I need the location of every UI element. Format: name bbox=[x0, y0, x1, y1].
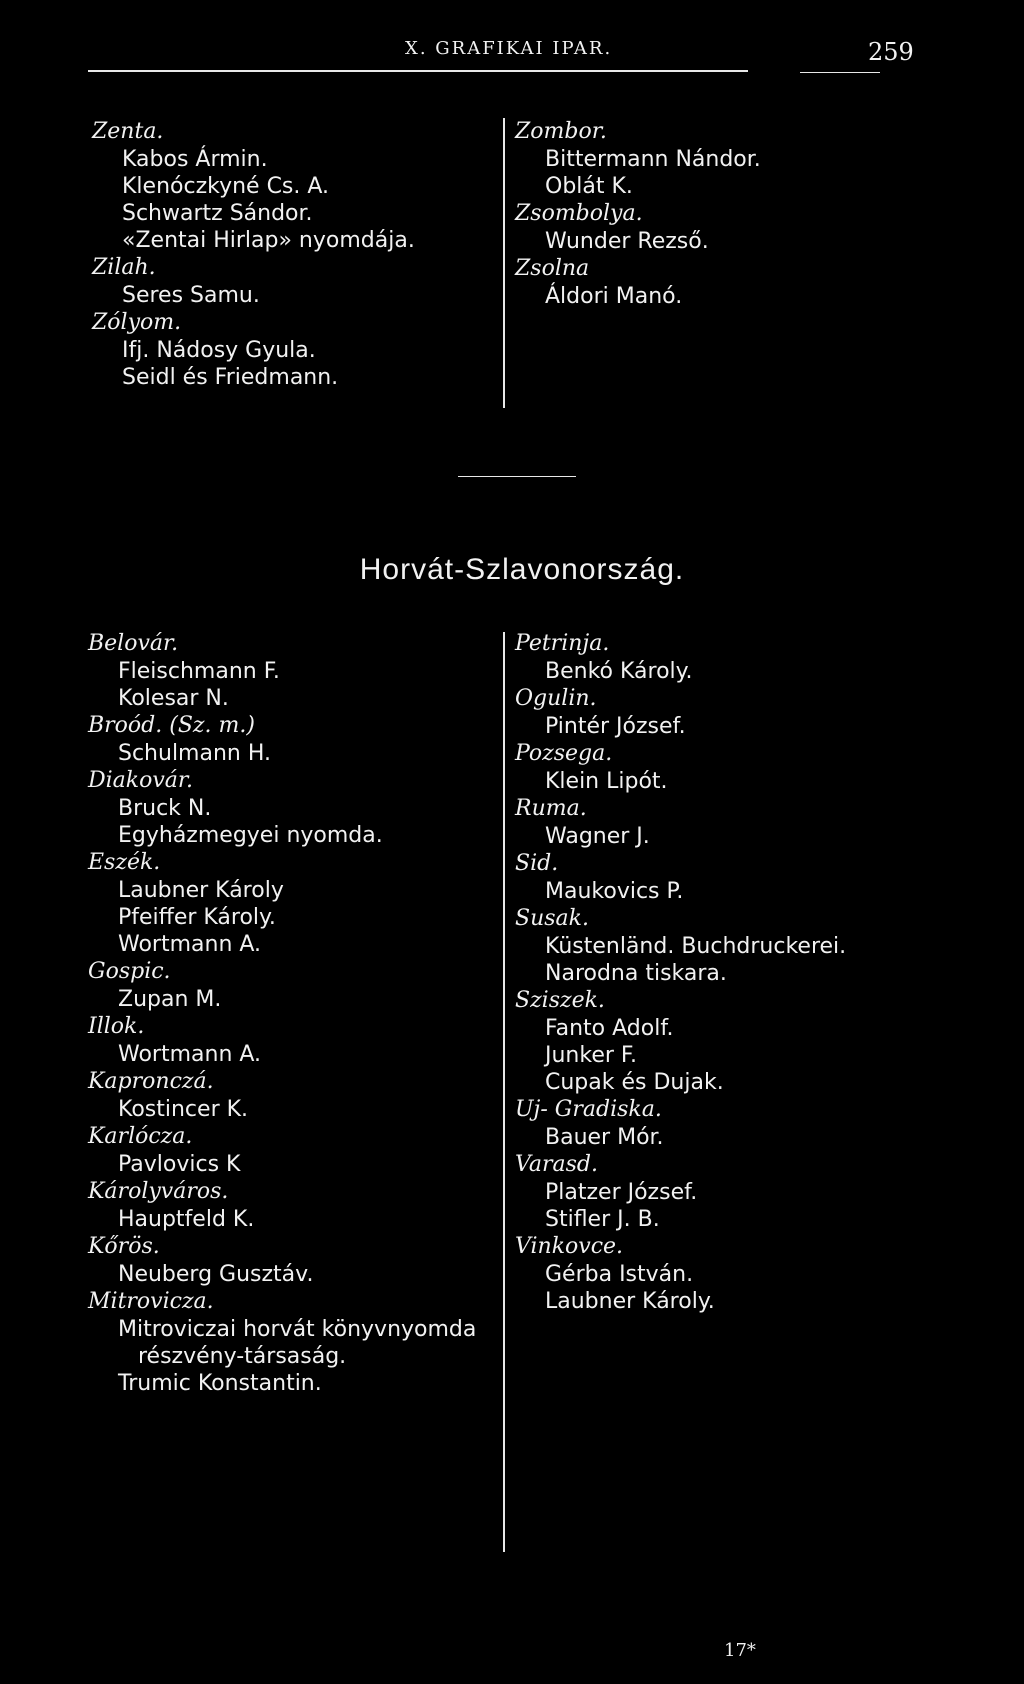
town-name: Eszék. bbox=[88, 850, 161, 875]
town-name: Károlyváros. bbox=[88, 1179, 229, 1204]
bottom-right-column bbox=[515, 630, 915, 1315]
bottom-left-column bbox=[88, 630, 493, 1397]
printer-name: Narodna tiskara. bbox=[545, 961, 727, 986]
printer-name: Pavlovics K bbox=[118, 1152, 241, 1177]
town-name: Pozsega. bbox=[515, 741, 613, 766]
town-name: Kőrös. bbox=[88, 1234, 160, 1259]
printer-name: «Zentai Hirlap» nyomdája. bbox=[122, 228, 415, 253]
town-name: Diakovár. bbox=[88, 768, 194, 793]
directory-entry bbox=[92, 118, 492, 254]
header-rule-short bbox=[800, 72, 880, 73]
town-name: Zenta. bbox=[92, 119, 164, 144]
directory-entry bbox=[515, 905, 915, 987]
printer-name: Bittermann Nándor. bbox=[545, 147, 761, 172]
printer-name: Kostincer K. bbox=[118, 1097, 249, 1122]
directory-entry bbox=[515, 987, 915, 1096]
printer-name: részvény-társaság. bbox=[138, 1344, 347, 1369]
printer-name: Schulmann H. bbox=[118, 741, 272, 766]
town-name: Mitrovicza. bbox=[88, 1289, 214, 1314]
town-name: Zólyom. bbox=[92, 310, 182, 335]
printer-name: Áldori Manó. bbox=[545, 284, 683, 309]
town-name: Kapronczá. bbox=[88, 1069, 214, 1094]
printer-name: Trumic Konstantin. bbox=[118, 1371, 322, 1396]
top-left-column bbox=[92, 118, 492, 391]
town-name: Gospic. bbox=[88, 959, 171, 984]
directory-entry bbox=[515, 118, 915, 200]
town-name: Zsombolya. bbox=[515, 201, 643, 226]
town-name: Petrinja. bbox=[515, 631, 610, 656]
printer-name: Wagner J. bbox=[545, 824, 650, 849]
directory-entry bbox=[88, 1013, 493, 1068]
directory-entry bbox=[515, 1151, 915, 1233]
town-name: Sziszek. bbox=[515, 988, 605, 1013]
header-rule bbox=[88, 70, 748, 72]
town-name: Uj- Gradiska. bbox=[515, 1097, 662, 1122]
top-right-column bbox=[515, 118, 915, 310]
column-divider-top bbox=[503, 118, 505, 408]
section-title: Horvát-Szlavonország. bbox=[359, 553, 685, 586]
printer-name: Hauptfeld K. bbox=[118, 1207, 255, 1232]
page-number: 259 bbox=[868, 38, 914, 66]
directory-entry bbox=[515, 200, 915, 255]
directory-entry bbox=[515, 850, 915, 905]
printer-name: Benkó Károly. bbox=[545, 659, 693, 684]
printer-name: Wortmann A. bbox=[118, 932, 262, 957]
town-name: Illok. bbox=[88, 1014, 145, 1039]
printer-name: Maukovics P. bbox=[545, 879, 684, 904]
town-name: Ogulin. bbox=[515, 686, 597, 711]
town-name: Zilah. bbox=[92, 255, 156, 280]
printer-name: Klenóczkyné Cs. A. bbox=[122, 174, 330, 199]
printer-name: Seres Samu. bbox=[122, 283, 260, 308]
town-name: Sid. bbox=[515, 851, 559, 876]
directory-entry bbox=[88, 1233, 493, 1288]
directory-entry bbox=[88, 630, 493, 712]
printer-name: Oblát K. bbox=[545, 174, 633, 199]
printer-name: Klein Lipót. bbox=[545, 769, 668, 794]
printer-name: Fleischmann F. bbox=[118, 659, 280, 684]
printer-name: Kolesar N. bbox=[118, 686, 229, 711]
printer-name: Platzer József. bbox=[545, 1180, 698, 1205]
town-name: Susak. bbox=[515, 906, 589, 931]
directory-entry bbox=[515, 255, 915, 310]
town-name: Zombor. bbox=[515, 119, 607, 144]
town-name: Ruma. bbox=[515, 796, 587, 821]
town-name: Broód. (Sz. m.) bbox=[88, 713, 255, 738]
printer-name: Kabos Ármin. bbox=[122, 147, 268, 172]
printer-name: Junker F. bbox=[545, 1043, 638, 1068]
directory-entry bbox=[515, 1096, 915, 1151]
directory-entry bbox=[515, 795, 915, 850]
printer-name: Neuberg Gusztáv. bbox=[118, 1262, 314, 1287]
directory-entry bbox=[92, 254, 492, 309]
printer-name: Pintér József. bbox=[545, 714, 686, 739]
printer-name: Wunder Rezső. bbox=[545, 229, 709, 254]
printer-name: Seidl és Friedmann. bbox=[122, 365, 339, 390]
printer-name: Bruck N. bbox=[118, 796, 212, 821]
signature-mark: 17* bbox=[724, 1640, 756, 1661]
printer-name: Bauer Mór. bbox=[545, 1125, 664, 1150]
directory-entry bbox=[88, 767, 493, 849]
directory-entry bbox=[515, 685, 915, 740]
directory-entry bbox=[88, 712, 493, 767]
printer-name: Wortmann A. bbox=[118, 1042, 262, 1067]
directory-entry bbox=[92, 309, 492, 391]
printer-name: Pfeiffer Károly. bbox=[118, 905, 276, 930]
printer-name: Fanto Adolf. bbox=[545, 1016, 674, 1041]
printer-name: Gérba István. bbox=[545, 1262, 694, 1287]
directory-entry bbox=[515, 630, 915, 685]
town-name: Varasd. bbox=[515, 1152, 598, 1177]
printer-name: Ifj. Nádosy Gyula. bbox=[122, 338, 316, 363]
section-separator bbox=[458, 476, 576, 477]
printer-name: Stifler J. B. bbox=[545, 1207, 660, 1232]
printer-name: Küstenländ. Buchdruckerei. bbox=[545, 934, 847, 959]
directory-entry bbox=[88, 849, 493, 958]
directory-entry bbox=[88, 1178, 493, 1233]
town-name: Zsolna bbox=[515, 256, 590, 281]
directory-entry bbox=[88, 958, 493, 1013]
town-name: Belovár. bbox=[88, 631, 179, 656]
town-name: Vinkovce. bbox=[515, 1234, 624, 1259]
printer-name: Cupak és Dujak. bbox=[545, 1070, 724, 1095]
printer-name: Laubner Károly. bbox=[545, 1289, 715, 1314]
town-name: Karlócza. bbox=[88, 1124, 193, 1149]
printer-name: Egyházmegyei nyomda. bbox=[118, 823, 383, 848]
column-divider-bottom bbox=[503, 632, 505, 1552]
printer-name: Laubner Károly bbox=[118, 878, 284, 903]
chapter-title: X. GRAFIKAI IPAR. bbox=[405, 38, 613, 59]
directory-entry bbox=[515, 740, 915, 795]
directory-entry bbox=[515, 1233, 915, 1315]
printer-name: Mitroviczai horvát könyvnyomda bbox=[118, 1317, 477, 1342]
directory-entry bbox=[88, 1068, 493, 1123]
printer-name: Schwartz Sándor. bbox=[122, 201, 313, 226]
printer-name: Zupan M. bbox=[118, 987, 222, 1012]
directory-entry bbox=[88, 1123, 493, 1178]
directory-entry bbox=[88, 1288, 493, 1397]
